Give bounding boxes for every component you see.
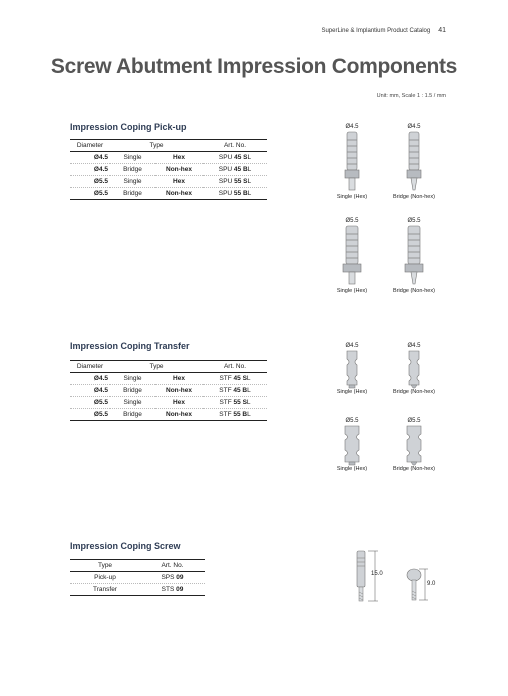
table-row [70,385,267,397]
connection-cell: Hex [155,397,203,409]
figure-caption: Bridge (Non-hex) [393,194,435,200]
art-suffix: L [247,154,252,161]
pickup-coping-image [403,224,425,288]
screw-length-label: 15.0 [371,571,383,577]
diameter-cell: Ø5.5 [70,397,110,409]
diameter-label: Ø4.5 [407,124,421,130]
column-header: Type [110,140,203,152]
page-number: 41 [438,27,446,34]
table-header-row [70,361,267,373]
art-no-cell [203,176,267,188]
transfer-section-title: Impression Coping Transfer [70,341,190,351]
art-suffix: L [247,166,252,173]
column-header: Type [70,560,140,572]
art-prefix: STF [219,399,234,406]
product-figure [322,418,382,472]
transfer-table [70,360,267,421]
diameter-label: Ø4.5 [345,124,359,130]
figure-caption: Bridge (Non-hex) [393,466,435,472]
art-no-cell [203,164,267,176]
art-no-cell [203,373,267,385]
art-prefix: SPS [161,574,177,581]
table-row [70,409,267,421]
art-no-cell [203,409,267,421]
art-prefix: STF [219,375,234,382]
pickup-table [70,139,267,200]
art-prefix: SPU [218,154,235,161]
diameter-cell: Ø4.5 [70,385,110,397]
art-no-cell [203,152,267,164]
page-header [321,27,446,34]
pickup-coping-image [341,224,363,288]
diameter-cell: Ø4.5 [70,373,110,385]
type-cell: Bridge [110,409,155,421]
connection-cell: Non-hex [155,385,203,397]
diameter-label: Ø5.5 [407,418,421,424]
connection-cell: Hex [155,176,203,188]
figure-caption: Single (Hex) [336,466,368,472]
type-cell: Single [110,373,155,385]
art-no-cell [203,188,267,200]
diameter-cell: Ø4.5 [70,152,110,164]
art-prefix: STF [219,387,234,394]
art-suffix: L [247,178,252,185]
column-header: Type [110,361,203,373]
catalog-name: SuperLine & Implantium Product Catalog [321,28,431,34]
type-cell: Bridge [110,188,155,200]
diameter-cell: Ø4.5 [70,164,110,176]
product-figure [322,218,382,294]
art-suffix: L [247,387,251,394]
table-header-row [70,560,205,572]
column-header: Art. No. [203,140,267,152]
connection-cell: Non-hex [155,164,203,176]
connection-cell: Non-hex [155,188,203,200]
product-figure [384,124,444,200]
art-prefix: STS [161,586,177,593]
table-row [70,373,267,385]
table-row [70,152,267,164]
column-header: Diameter [70,361,110,373]
diameter-label: Ø4.5 [407,343,421,349]
art-prefix: SPU [218,178,235,185]
art-prefix: SPU [218,190,234,197]
product-figure [384,343,444,395]
product-figure [322,343,382,395]
figure-caption: Single (Hex) [336,288,368,294]
art-no-cell [203,385,267,397]
diameter-label: Ø5.5 [345,418,359,424]
art-code: 55 B [233,411,248,418]
unit-note: Unit: mm, Scale 1 : 1.5 / mm [376,93,446,99]
art-code: 45 S [234,154,248,161]
diameter-label: Ø5.5 [407,218,421,224]
table-row [70,397,267,409]
figure-caption: Bridge (Non-hex) [393,288,435,294]
art-suffix: L [247,411,251,418]
art-code: 45 B [233,387,248,394]
figure-caption: Single (Hex) [336,389,368,395]
transfer-coping-image [340,424,364,466]
figure-caption: Bridge (Non-hex) [393,389,435,395]
art-suffix: L [246,375,251,382]
transfer-coping-image [403,349,425,389]
screw-table [70,559,205,596]
art-prefix: SPU [218,166,234,173]
art-no-cell [140,572,205,584]
transfer-coping-image [341,349,363,389]
table-header-row [70,140,267,152]
column-header: Art. No. [203,361,267,373]
pickup-screw-image [352,550,386,608]
art-code: 45 B [233,166,248,173]
art-code: 55 S [233,399,247,406]
art-no-cell [140,584,205,596]
table-row [70,164,267,176]
column-header: Diameter [70,140,110,152]
product-figure [322,124,382,200]
product-figure [384,418,444,472]
diameter-cell: Ø5.5 [70,409,110,421]
art-code: 55 S [234,178,248,185]
table-row [70,176,267,188]
screw-section-title: Impression Coping Screw [70,541,181,551]
diameter-cell: Ø5.5 [70,176,110,188]
type-cell: Single [110,397,155,409]
diameter-label: Ø5.5 [345,218,359,224]
product-figure [384,218,444,294]
type-cell: Transfer [70,584,140,596]
pickup-coping-image [404,130,424,194]
type-cell: Bridge [110,385,155,397]
page-title: Screw Abutment Impression Components [50,55,458,78]
art-code: 55 B [233,190,248,197]
type-cell: Single [110,176,155,188]
table-row [70,584,205,596]
diameter-label: Ø4.5 [345,343,359,349]
art-code: 45 S [233,375,247,382]
table-row [70,188,267,200]
type-cell: Bridge [110,164,155,176]
type-cell: Pick-up [70,572,140,584]
table-row [70,572,205,584]
pickup-coping-image [342,130,362,194]
art-code: 09 [176,586,184,593]
connection-cell: Non-hex [155,409,203,421]
art-suffix: L [246,399,251,406]
figure-caption: Single (Hex) [336,194,368,200]
art-prefix: STF [219,411,234,418]
diameter-cell: Ø5.5 [70,188,110,200]
connection-cell: Hex [155,373,203,385]
transfer-coping-image [402,424,426,466]
art-suffix: L [247,190,252,197]
screw-length-label: 9.0 [427,581,436,587]
type-cell: Single [110,152,155,164]
art-no-cell [203,397,267,409]
pickup-section-title: Impression Coping Pick-up [70,122,187,132]
connection-cell: Hex [155,152,203,164]
column-header: Art. No. [140,560,205,572]
art-code: 09 [176,574,184,581]
